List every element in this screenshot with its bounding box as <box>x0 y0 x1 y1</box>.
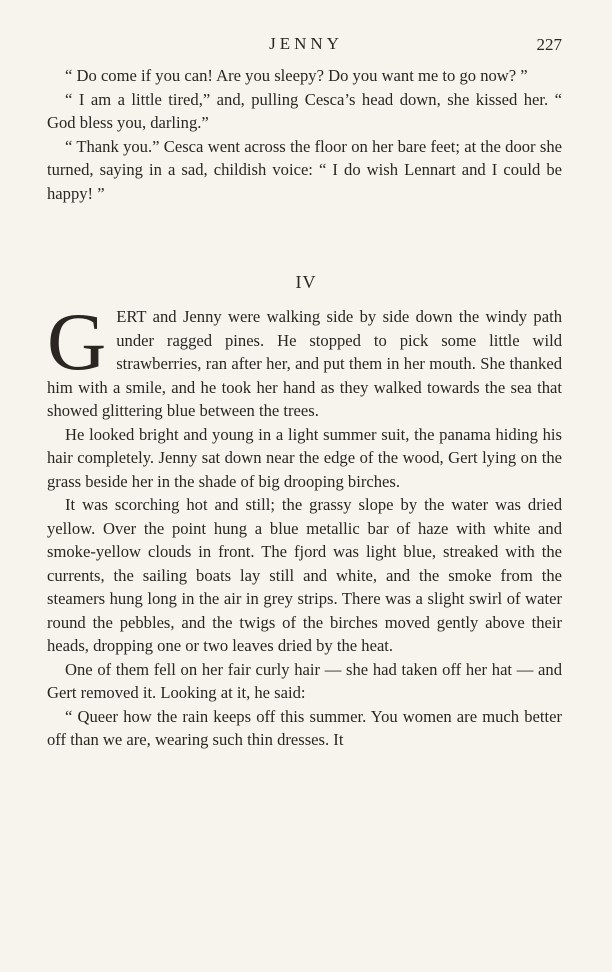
paragraph: He looked bright and young in a light summer suit, the panama hiding his hair completely. Jenny sat down near the edge of the wood, Gert lying on the grass beside her in the shade of big drooping birches. <box>47 424 562 491</box>
first-paragraph-text: ERT and Jenny were walking side by side down the windy path under ragged pines. He stopped to pick some little wild strawberries, ran after her, and put them in her mouth. She thanked him with a smile, and he took her hand as they walked towards the sea that showed glittering blue between the trees. <box>47 307 562 420</box>
page-header <box>0 34 612 58</box>
chapter-first-paragraph <box>47 296 562 423</box>
paragraph: It was scorching hot and still; the grassy slope by the water was dried yellow. Over the point hung a blue metallic bar of haze with white and smoke-yellow clouds in front. The fjord was light blue, streaked with the currents, the sailing boats lay still and white, and the smoke from the steamers hung long in the air in grey strips. There was a slight swirl of water round the pebbles, and the twigs of the birches moved gently above their heads, dropping one or two leaves dried by the heat. <box>47 495 562 655</box>
running-title: JENNY <box>269 34 343 53</box>
paragraph: “ Thank you.” Cesca went across the floor on her bare feet; at the door she turned, saying in a sad, childish voice: “ I do wish Lennart and I could be happy! ” <box>47 136 562 203</box>
paragraph: “ Do come if you can! Are you sleepy? Do you want me to go now? ” <box>65 66 528 85</box>
paragraph: “ Queer how the rain keeps off this summer. You women are much better off than we are, wearing such thin dresses. It <box>47 706 562 749</box>
paragraph: “ I am a little tired,” and, pulling Cesca’s head down, she kissed her. “ God bless you, darling.” <box>47 89 562 132</box>
chapter-heading: IV <box>295 272 317 292</box>
top-text-block <box>47 64 562 205</box>
page-number: 227 <box>536 35 562 54</box>
paragraph: One of them fell on her fair curly hair — she had taken off her hat — and Gert removed it. Looking at it, he said: <box>47 659 562 702</box>
chapter-text-block <box>47 296 562 752</box>
drop-cap: G <box>47 296 107 387</box>
